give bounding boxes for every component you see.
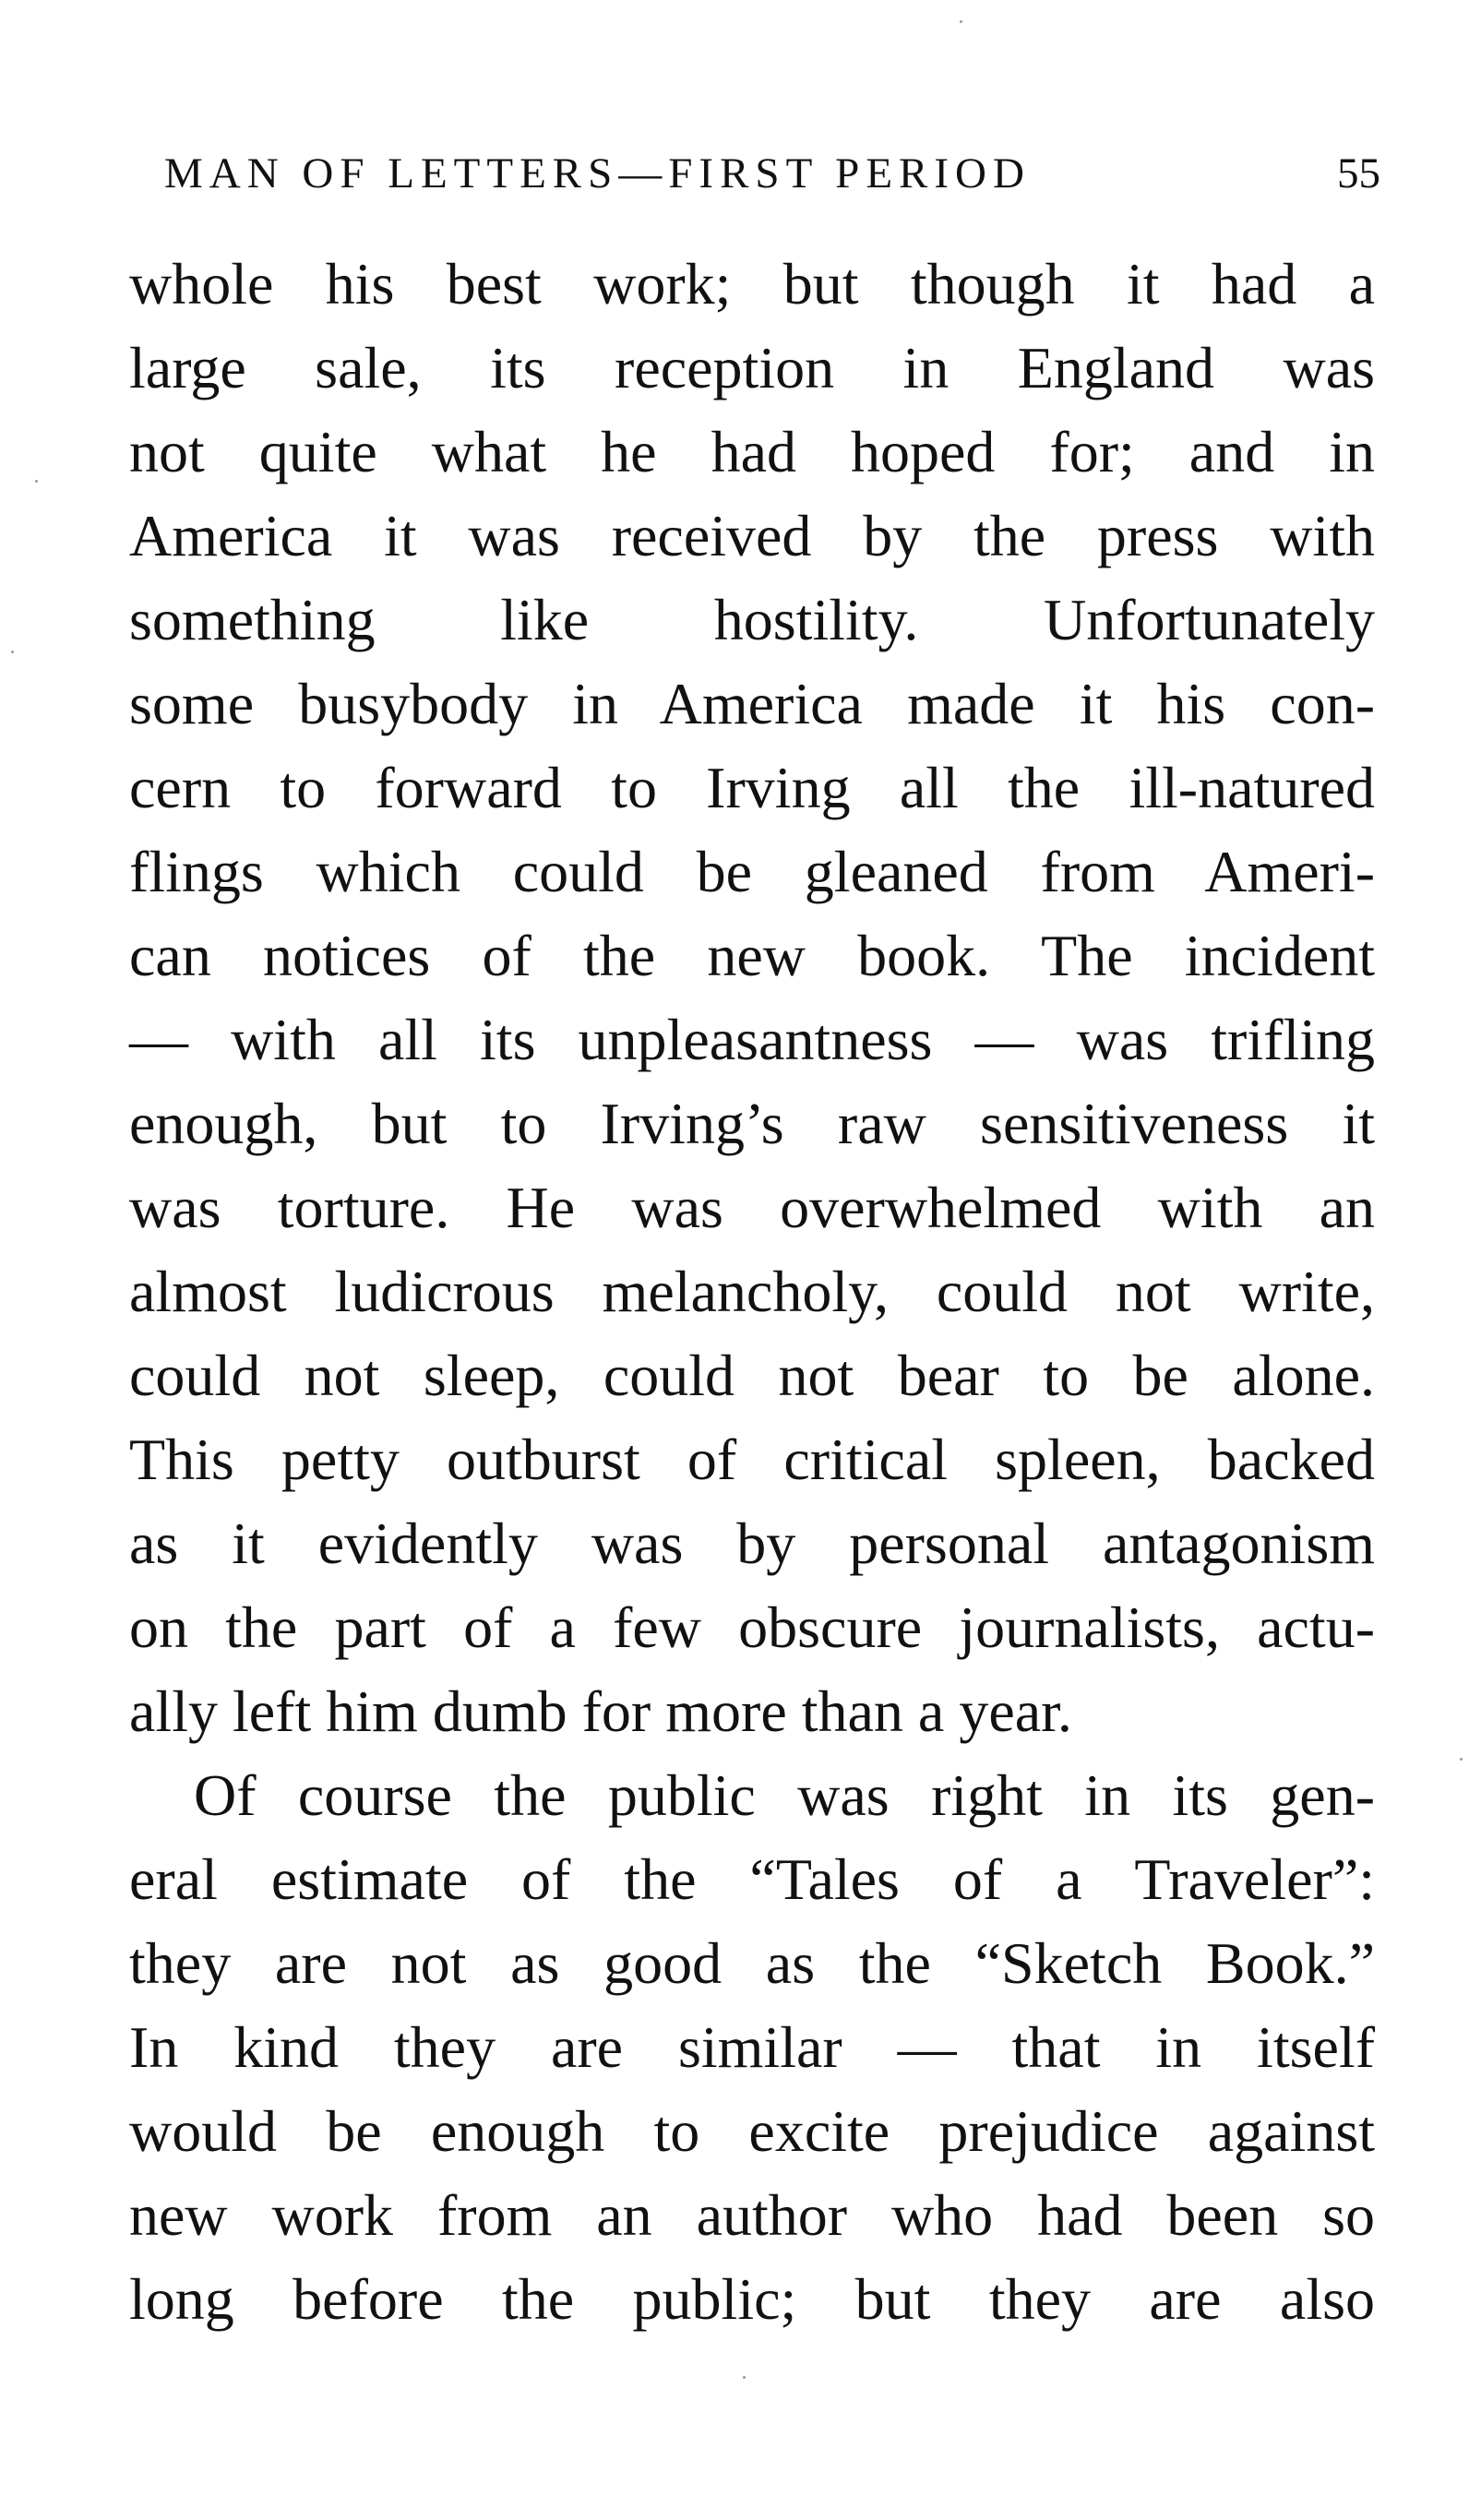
- text-line: America it was received by the press with: [129, 503, 1375, 568]
- text-line: large sale, its reception in England was: [129, 335, 1375, 400]
- text-line: can notices of the new book. The incident: [129, 923, 1375, 988]
- running-title: MAN OF LETTERS—FIRST PERIOD: [164, 149, 1031, 197]
- text-line: — with all its unpleasantness — was trifling: [129, 1007, 1375, 1072]
- text-line: could not sleep, could not bear to be alone.: [129, 1343, 1375, 1408]
- paper-speck: [743, 2376, 746, 2379]
- running-head: [164, 146, 1380, 201]
- paragraph: [129, 242, 1375, 1753]
- text-line: eral estimate of the “Tales of a Traveler”:: [129, 1846, 1375, 1912]
- text-line: almost ludicrous melancholy, could not write,: [129, 1259, 1375, 1324]
- text-line: they are not as good as the “Sketch Book.”: [129, 1930, 1375, 1996]
- text-line: some busybody in America made it his con-: [129, 671, 1375, 736]
- text-line: cern to forward to Irving all the ill-natured: [129, 755, 1375, 820]
- text-line: on the part of a few obscure journalists, actu-: [129, 1594, 1375, 1660]
- text-line: ally left him dumb for more than a year.: [129, 1678, 1072, 1744]
- text-line: whole his best work; but though it had a: [129, 251, 1375, 316]
- paper-speck: [960, 20, 962, 23]
- text-line: as it evidently was by personal antagonism: [129, 1511, 1375, 1576]
- text-line: Of course the public was right in its gen-: [194, 1762, 1375, 1828]
- paper-speck: [1460, 1758, 1463, 1761]
- text-line: This petty outburst of critical spleen, backed: [129, 1427, 1375, 1492]
- paper-speck: [11, 651, 14, 653]
- body-text: [129, 242, 1375, 2341]
- text-line: would be enough to excite prejudice against: [129, 2098, 1375, 2164]
- text-line: In kind they are similar — that in itself: [129, 2014, 1375, 2080]
- text-line: something like hostility. Unfortunately: [129, 587, 1375, 652]
- text-line: new work from an author who had been so: [129, 2182, 1375, 2248]
- text-line: long before the public; but they are also: [129, 2266, 1375, 2332]
- text-line: was torture. He was overwhelmed with an: [129, 1175, 1375, 1240]
- text-line: not quite what he had hoped for; and in: [129, 419, 1375, 484]
- page-number: 55: [1337, 149, 1380, 197]
- paper-speck: [35, 480, 38, 483]
- text-line: enough, but to Irving’s raw sensitiveness it: [129, 1091, 1375, 1156]
- paragraph: [129, 1753, 1375, 2341]
- text-line: flings which could be gleaned from Ameri-: [129, 839, 1375, 904]
